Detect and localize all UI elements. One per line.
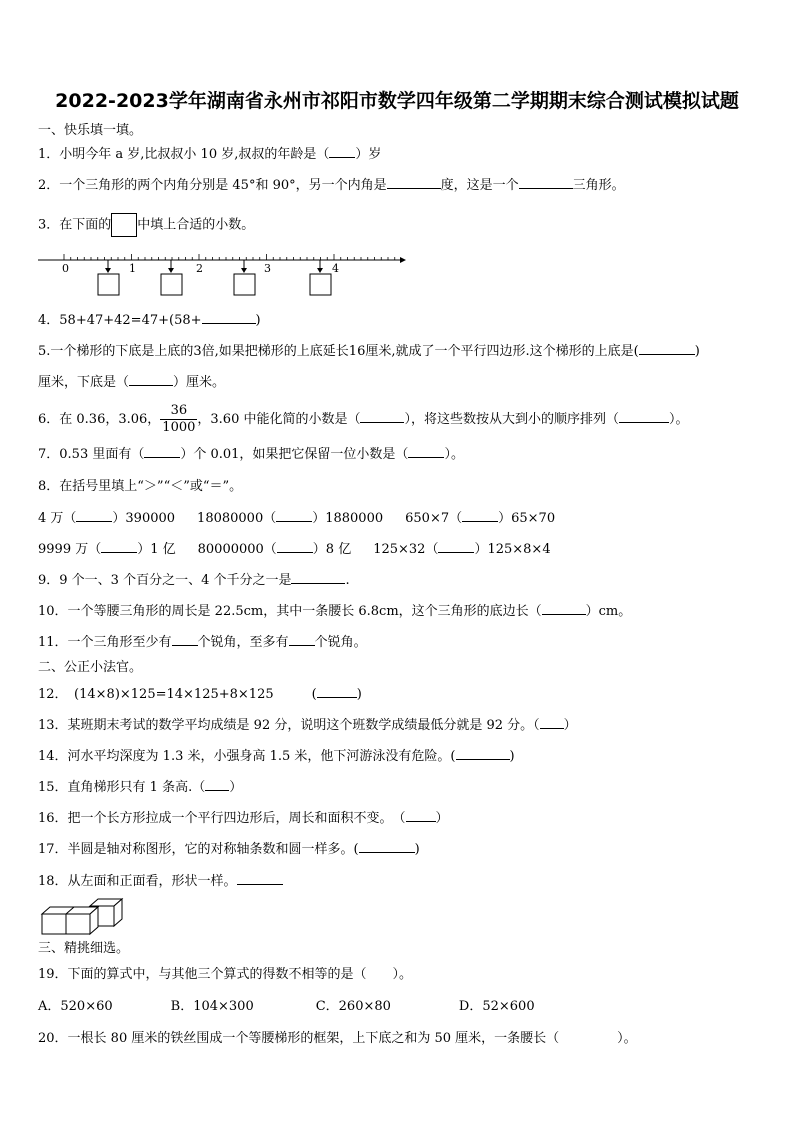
section-heading-2: 二、公正小法官。 [38,660,143,675]
tick-label-3: 3 [264,262,271,275]
question-18 [38,873,283,891]
q16-text-end: ） [435,811,449,826]
question-10 [38,603,631,621]
q8-r1-a: 4 万（ [38,511,77,526]
q8-r2-e: 125×32（ [373,542,439,557]
q12-blank[interactable] [317,697,357,698]
q8-r2-b: ）1 亿 [137,542,176,557]
q9-text: 9．9 个一、3 个百分之一、4 个千分之一是 [38,573,292,588]
question-14 [38,748,515,766]
q6-text-mid2: ），将这些数按从大到小的顺序排列（ [404,412,619,427]
number-line-arrow [400,257,406,263]
q6-fraction-denominator: 1000 [162,420,196,435]
answer-box-2[interactable] [161,274,182,295]
q6-text-mid: ，3.60 中能化简的小数是（ [197,412,361,427]
q12-text: 12． (14×8)×125=14×125+8×125 [38,687,274,702]
cube-front-1 [42,914,66,934]
question-16 [38,810,449,828]
q7-blank-2[interactable] [408,457,444,458]
question-2 [38,177,625,195]
q14-text-end: ) [509,749,515,764]
number-line-arrows [105,260,323,273]
q5-blank-1[interactable] [639,354,695,355]
q6-fraction [160,403,197,436]
tick-label-4: 4 [332,262,339,275]
cube-stack-figure [40,897,128,937]
q6-fraction-numerator: 36 [160,403,197,420]
number-line-labels [62,262,339,275]
q13-blank[interactable] [540,728,564,729]
q11-text: 11．一个三角形至少有 [38,635,172,650]
q15-blank[interactable] [205,790,229,791]
q16-text: 16．把一个长方形拉成一个平行四边形后，周长和面积不变。 （ [38,811,406,826]
cube-front-2 [66,914,90,934]
tick-label-0: 0 [62,262,69,275]
q4-text: 4．58+47+42=47+(58+ [38,313,202,328]
q8-r1-blank-3[interactable] [462,521,498,522]
q2-blank-1[interactable] [387,188,441,189]
q8-r1-c: 18080000（ [197,511,277,526]
q2-text-end: 三角形。 [572,178,625,193]
q10-blank[interactable] [542,614,586,615]
page-title: 2022-2023学年湖南省永州市祁阳市数学四年级第二学期期末综合测试模拟试题 [55,90,739,112]
question-15 [38,779,242,797]
q9-text-end: . [345,573,350,588]
q4-text-end: ) [255,313,261,328]
q11-text-mid: 个锐角，至多有 [197,635,289,650]
number-line [36,248,408,300]
q11-text-end: 个锐角。 [314,635,367,650]
q2-text: 2．一个三角形的两个内角分别是 45°和 90°，另一个内角是 [38,178,387,193]
q20-text-end: ）。 [617,1031,637,1046]
q9-blank[interactable] [291,583,345,584]
q14-text: 14．河水平均深度为 1.3 米，小强身高 1.5 米，他下河游泳没有危险。( [38,749,456,764]
question-8-row-1 [38,510,555,528]
q5-text-close: ) [694,344,700,359]
q5-text-end: ）厘米。 [173,375,226,390]
answer-box-1[interactable] [98,274,119,295]
q11-blank-2[interactable] [289,645,315,646]
tick-label-1: 1 [129,262,136,275]
number-line-ticks [64,254,395,260]
answer-box-4[interactable] [310,274,331,295]
q12-open: ( [311,687,317,702]
question-6 [38,402,689,438]
q7-blank-1[interactable] [144,457,180,458]
q7-text-end: ）。 [444,447,464,462]
q17-blank[interactable] [359,852,415,853]
q3-text: 3．在下面的 [38,217,112,233]
q1-text: 1．小明今年 a 岁,比叔叔小 10 岁,叔叔的年龄是（ [38,147,330,162]
question-12 [38,686,362,704]
q17-text: 17．半圆是轴对称图形，它的对称轴条数和圆一样多。( [38,842,359,857]
question-19: 19．下面的算式中，与其他三个算式的得数不相等的是（ ）。 [38,967,413,982]
q8-r2-blank-1[interactable] [101,552,137,553]
q20-text: 20．一根长 80 厘米的铁丝围成一个等腰梯形的框架，上下底之和为 50 厘米，一条腰长（ [38,1031,560,1046]
q10-text-end: ）cm。 [585,604,632,619]
question-13 [38,717,577,735]
q15-text: 15．直角梯形只有 1 条高.（ [38,780,206,795]
q5-text-cont: 厘米，下底是（ [38,375,130,390]
q7-text-mid: ）个 0.01，如果把它保留一位小数是（ [180,447,409,462]
q8-r1-blank-1[interactable] [76,521,112,522]
question-17 [38,841,420,859]
section-heading-3: 三、精挑细选。 [38,941,130,956]
q8-r2-a: 9999 万（ [38,542,102,557]
option-a[interactable]: A．520×60 [38,999,113,1014]
q8-r1-b: ）390000 [112,511,176,526]
q2-blank-2[interactable] [519,188,573,189]
q3-box [111,213,137,237]
question-20 [38,1030,637,1048]
q8-r2-f: ）125×8×4 [474,542,551,557]
option-c[interactable]: C．260×80 [315,999,391,1014]
q14-blank[interactable] [456,759,510,760]
question-5-cont [38,374,225,392]
q8-r1-d: ）1880000 [312,511,384,526]
q17-text-end: ) [414,842,420,857]
option-b[interactable]: B．104×300 [170,999,254,1014]
q12-close: ) [356,687,362,702]
q13-text: 13．某班期末考试的数学平均成绩是 92 分，说明这个班数学成绩最低分就是 92 分。（ [38,718,540,733]
q10-text: 10．一个等腰三角形的周长是 22.5cm，其中一条腰长 6.8cm，这个三角形的底边长（ [38,604,542,619]
q15-text-end: ） [229,780,243,795]
q8-r2-d: ）8 亿 [312,542,352,557]
answer-box-3[interactable] [234,274,255,295]
q6-blank-1[interactable] [360,422,404,423]
q2-text-mid: 度，这是一个 [440,178,519,193]
q18-blank[interactable] [237,884,283,885]
question-7 [38,446,464,464]
question-9 [38,572,350,590]
question-1 [38,146,381,164]
q6-text: 6．在 0.36，3.06， [38,412,161,427]
question-4 [38,312,261,330]
question-8: 8．在括号里填上“＞”“＜”或“＝”。 [38,479,243,494]
q8-r2-blank-3[interactable] [438,552,474,553]
q8-r2-c: 80000000（ [197,542,277,557]
tick-label-2: 2 [196,262,203,275]
question-19-options [38,998,535,1016]
option-d[interactable]: D．52×600 [458,999,535,1014]
q6-blank-2[interactable] [619,422,669,423]
q5-text: 5.一个梯形的下底是上底的3倍,如果把梯形的上底延长16厘米,就成了一个平行四边形.这个梯形的上底是( [38,344,639,359]
q7-text: 7．0.53 里面有（ [38,447,145,462]
q16-blank[interactable] [406,821,436,822]
q4-blank[interactable] [202,323,256,324]
q5-blank-2[interactable] [129,385,173,386]
q8-r1-e: 650×7（ [405,511,463,526]
q11-blank-1[interactable] [172,645,198,646]
q6-text-end: ）。 [668,412,689,427]
question-8-row-2 [38,541,551,559]
q8-r1-f: ）65×70 [498,511,556,526]
q1-blank[interactable] [329,157,355,158]
q18-text: 18．从左面和正面看，形状一样。 [38,874,237,889]
section-heading-1: 一、快乐填一填。 [38,123,143,138]
question-11 [38,634,367,652]
q1-text-end: ）岁 [355,147,382,162]
q13-text-end: ） [563,718,577,733]
question-5 [38,343,700,361]
q8-r1-blank-2[interactable] [276,521,312,522]
q8-r2-blank-2[interactable] [277,552,313,553]
question-3 [38,213,254,237]
q3-text-end: 中填上合适的小数。 [137,217,255,233]
